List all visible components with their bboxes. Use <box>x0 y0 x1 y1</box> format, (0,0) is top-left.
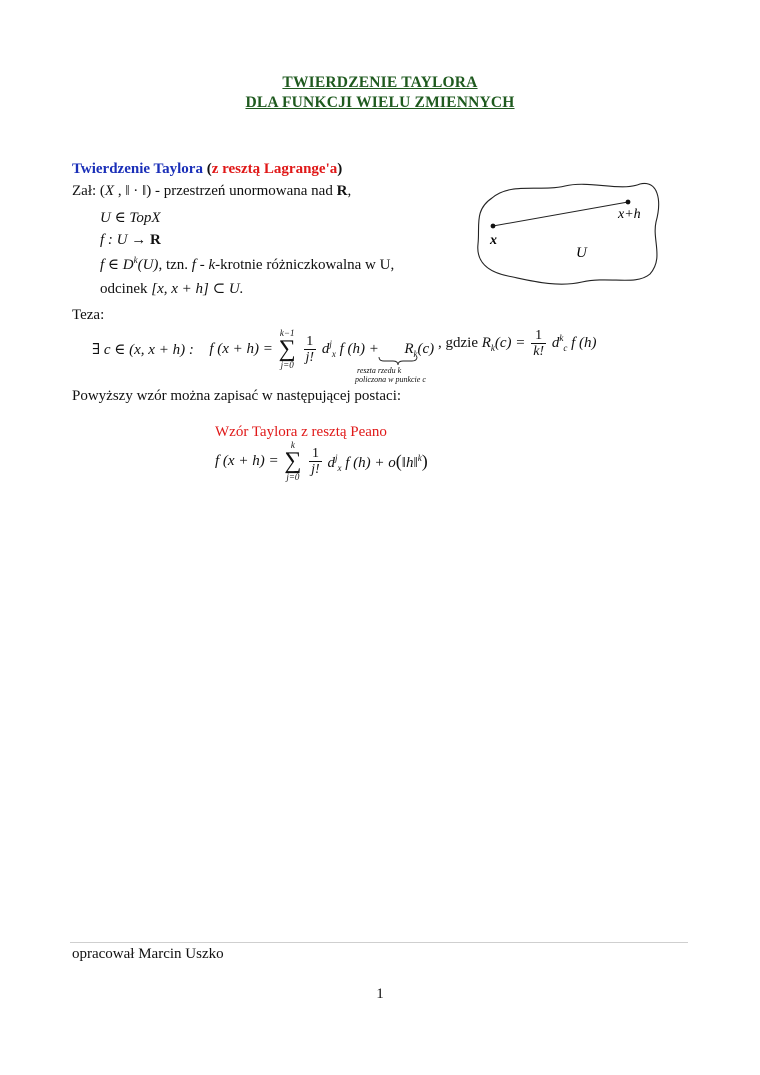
normed-space-symbol: (X , ‖ · ‖) <box>99 183 152 199</box>
open-set-text: U ∈ Top <box>100 210 152 226</box>
remainder-type: z resztą Lagrange'a <box>211 161 338 177</box>
sum-upper: k−1 <box>279 328 295 338</box>
exists-clause: ∃ c ∈ (x, x + h) : <box>92 341 194 358</box>
rk-frac-den: k! <box>533 344 545 359</box>
segment-math: [x, x + h] ⊂ U. <box>151 281 244 297</box>
assumption-segment <box>100 279 244 298</box>
peano-formula <box>215 440 428 488</box>
thesis-lhs: f (x + h) = <box>209 340 273 357</box>
rk-frac <box>531 328 546 359</box>
footer-divider <box>70 942 688 943</box>
map-text: f : U → <box>100 232 150 248</box>
peano-frac-den: j! <box>311 461 320 477</box>
brace-note-2: policzona w punkcie c <box>355 375 426 384</box>
peano-term-rest: f (h) + o <box>345 454 396 471</box>
space-text: - przestrzeń unormowana nad <box>155 183 333 199</box>
where-clause <box>438 328 597 376</box>
set-boundary <box>478 183 659 284</box>
theorem-name: Twierdzenie Taylora <box>72 161 203 177</box>
assumption-differentiable: f ∈ $D^k(U)$, tzn. f - k-krotnie różniczkowalna w U, <box>100 255 395 273</box>
segment-line <box>493 202 628 226</box>
diff-a: f ∈ D <box>100 257 134 273</box>
paren-open: ( <box>202 161 212 177</box>
assumption-map <box>100 232 161 249</box>
point-xh-label: x+h <box>618 207 641 222</box>
underbrace-icon <box>378 356 418 366</box>
peano-sum-lower: j=0 <box>286 472 300 482</box>
rk-r: R <box>481 335 491 351</box>
term-rest: f (h) + <box>339 340 379 357</box>
note-text: Powyższy wzór można zapisać w następującej postaci: <box>72 388 402 404</box>
peano-frac-num: 1 <box>311 445 319 461</box>
brace-note-1: reszta rzedu k <box>357 366 402 375</box>
thesis-label: Teza: <box>72 307 105 323</box>
assumption-label: Zał: <box>72 183 97 199</box>
assumption-open-set <box>100 208 161 227</box>
term-d: d <box>321 340 330 357</box>
frac-den: j! <box>305 349 315 365</box>
peano-term: $d^j_x$ f (h) + o(‖h‖$^k$) <box>327 450 428 473</box>
field-symbol: R <box>336 183 348 199</box>
diff-b: (U) <box>137 257 159 273</box>
theorem-heading <box>72 161 342 178</box>
peano-lhs: f (x + h) = <box>215 452 279 469</box>
peano-norm-arg: h <box>406 454 414 471</box>
thesis-sum: k−1 ∑ j=0 <box>278 328 296 370</box>
point-xh-dot <box>626 200 631 205</box>
rk-term: $d^k_c$ f (h) <box>551 333 597 353</box>
page-number: 1 <box>376 986 384 1002</box>
thesis-frac <box>304 334 317 365</box>
thesis-term: $d^j_x$ f (h) + <box>321 338 379 359</box>
assumption-space: Zał: (X , ‖ · ‖) - przestrzeń unormowana nad R, <box>72 183 352 199</box>
set-label: U <box>576 245 587 261</box>
peano-sum: k ∑ j=0 <box>284 440 302 482</box>
rk-def-lhs: $R_k(c)$ = <box>481 335 526 353</box>
rk-eq: (c) = <box>494 335 526 351</box>
rk-frac-num: 1 <box>535 328 543 343</box>
footer-author: opracował Marcin Uszko <box>72 946 224 962</box>
paren-close: ) <box>337 161 343 177</box>
point-x-dot <box>491 224 496 229</box>
peano-d: d <box>327 454 335 471</box>
diff-e: -krotnie różniczkowalna w U, <box>215 257 395 273</box>
map-target: R <box>150 232 161 248</box>
diff-c: , tzn. <box>158 257 192 273</box>
remainder-r: R <box>404 340 414 357</box>
peano-sum-upper: k <box>290 440 295 450</box>
set-diagram <box>470 178 670 290</box>
title-line-1: TWIERDZENIE TAYLORA <box>282 74 478 91</box>
open-set-var: X <box>151 210 161 226</box>
peano-frac <box>309 446 322 477</box>
frac-num: 1 <box>306 333 314 349</box>
peano-title: Wzór Taylora z resztą Peano <box>215 424 387 440</box>
where-text: , gdzie <box>438 335 478 351</box>
segment-label: odcinek <box>100 281 152 297</box>
rk-d: d <box>551 335 560 351</box>
diff-d: - <box>195 257 209 273</box>
rk-term-rest: f (h) <box>571 335 597 351</box>
thesis-remainder: $R_k(c)$ <box>404 340 435 359</box>
point-x-label: x <box>490 233 497 248</box>
title-line-2: DLA FUNKCJI WIELU ZMIENNYCH <box>245 94 515 111</box>
sum-lower: j=0 <box>280 360 294 370</box>
remainder-arg: (c) <box>417 340 435 357</box>
brace-note <box>355 366 426 384</box>
